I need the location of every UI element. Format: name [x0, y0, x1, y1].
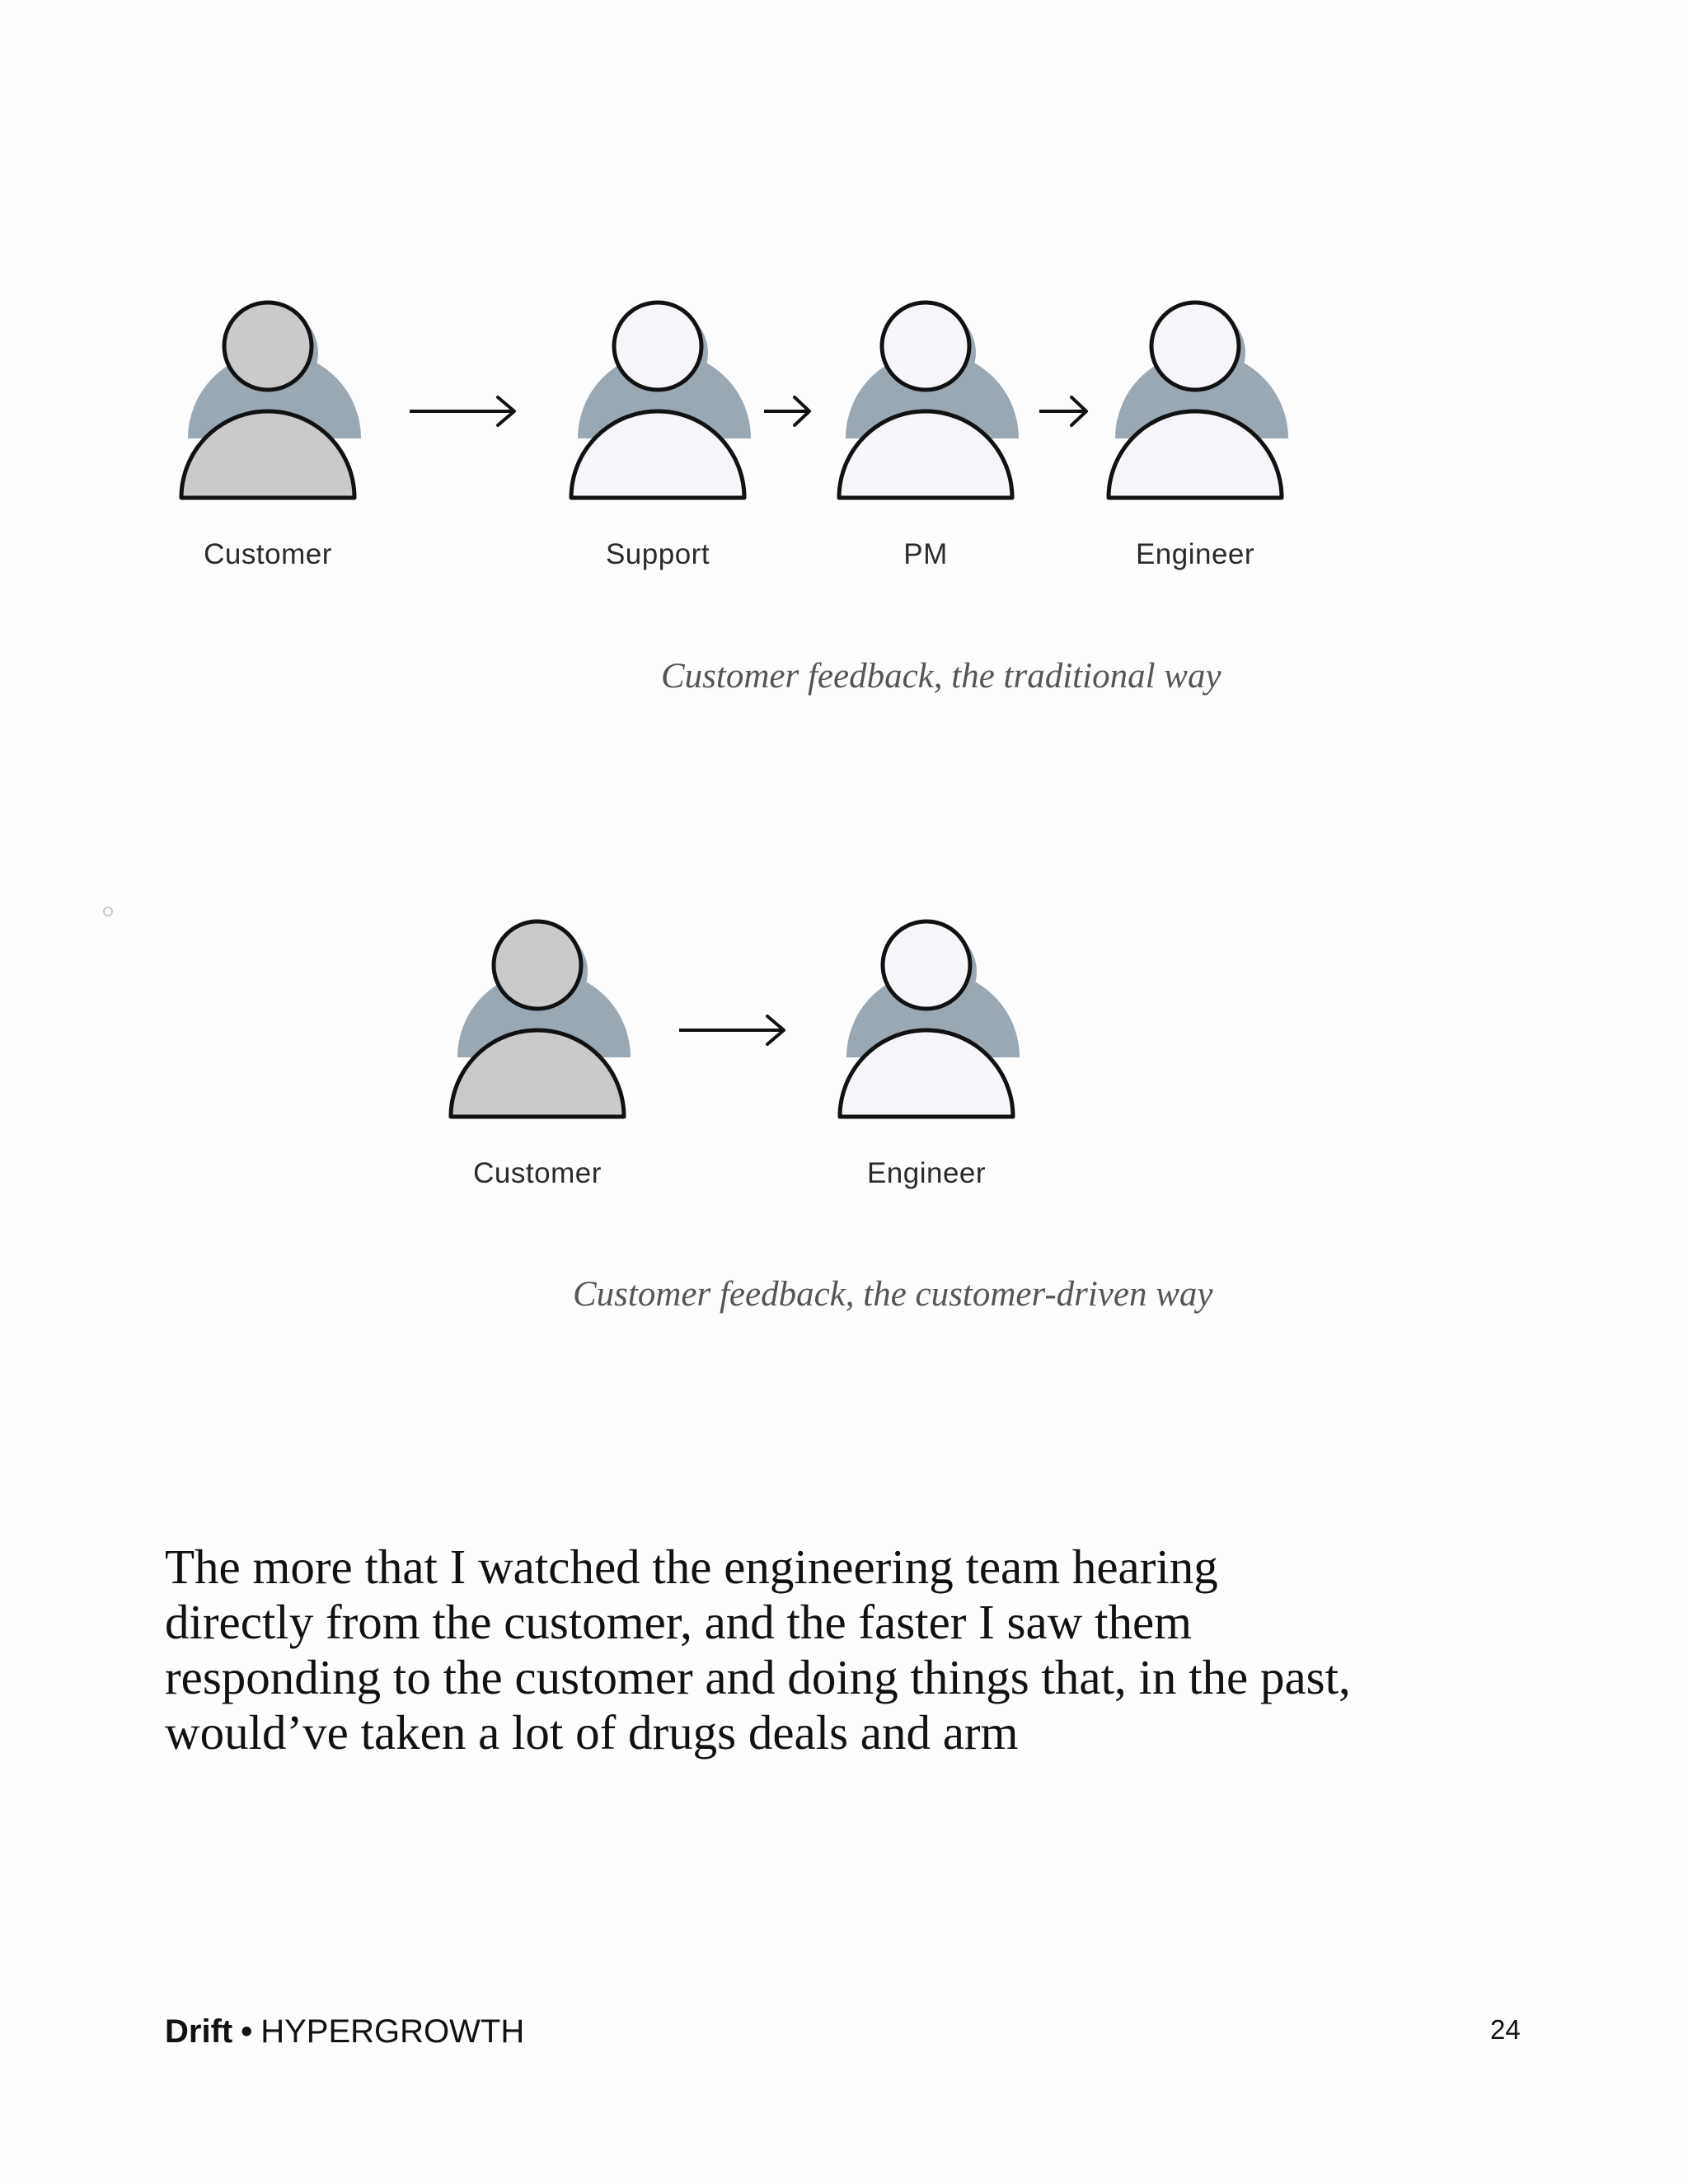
arrow-right-icon: [764, 397, 809, 425]
arrow-right-icon: [679, 1016, 784, 1044]
person-pm-icon: [839, 302, 1019, 498]
person-label-customer: Customer: [473, 1157, 602, 1189]
person-engineer-icon: [1109, 302, 1288, 498]
arrow-right-icon: [1039, 397, 1086, 425]
person-support-icon: [571, 302, 751, 498]
footer-separator: •: [241, 2013, 253, 2050]
person-customer-icon: [451, 921, 631, 1117]
footer-brand: [165, 2013, 524, 2050]
person-label-engineer: Engineer: [866, 1157, 987, 1189]
diagram-customer-driven: [451, 921, 1020, 1189]
person-label-pm: PM: [903, 538, 948, 570]
person-label-engineer: Engineer: [1135, 538, 1255, 570]
brand-name: Drift: [165, 2013, 233, 2050]
diagram-traditional: [181, 302, 1288, 570]
person-customer-icon: [181, 302, 361, 498]
person-label-support: Support: [605, 538, 710, 570]
diagram-caption-traditional: Customer feedback, the traditional way: [661, 657, 1221, 696]
person-engineer-icon: [840, 921, 1020, 1117]
arrow-right-icon: [410, 397, 514, 425]
page-number: 24: [1490, 2014, 1521, 2045]
diagram-caption-customer-driven: Customer feedback, the customer-driven way: [573, 1275, 1213, 1314]
book-title: HYPERGROWTH: [260, 2013, 525, 2050]
body-paragraph: The more that I watched the engineering team hearing directly from the customer, and the faster I saw them responding to the customer and doing things that, in the past, would’ve taken a lot of drugs deals and arm: [165, 1540, 1351, 1760]
person-label-customer: Customer: [204, 538, 332, 570]
decorative-dot: [103, 907, 113, 916]
